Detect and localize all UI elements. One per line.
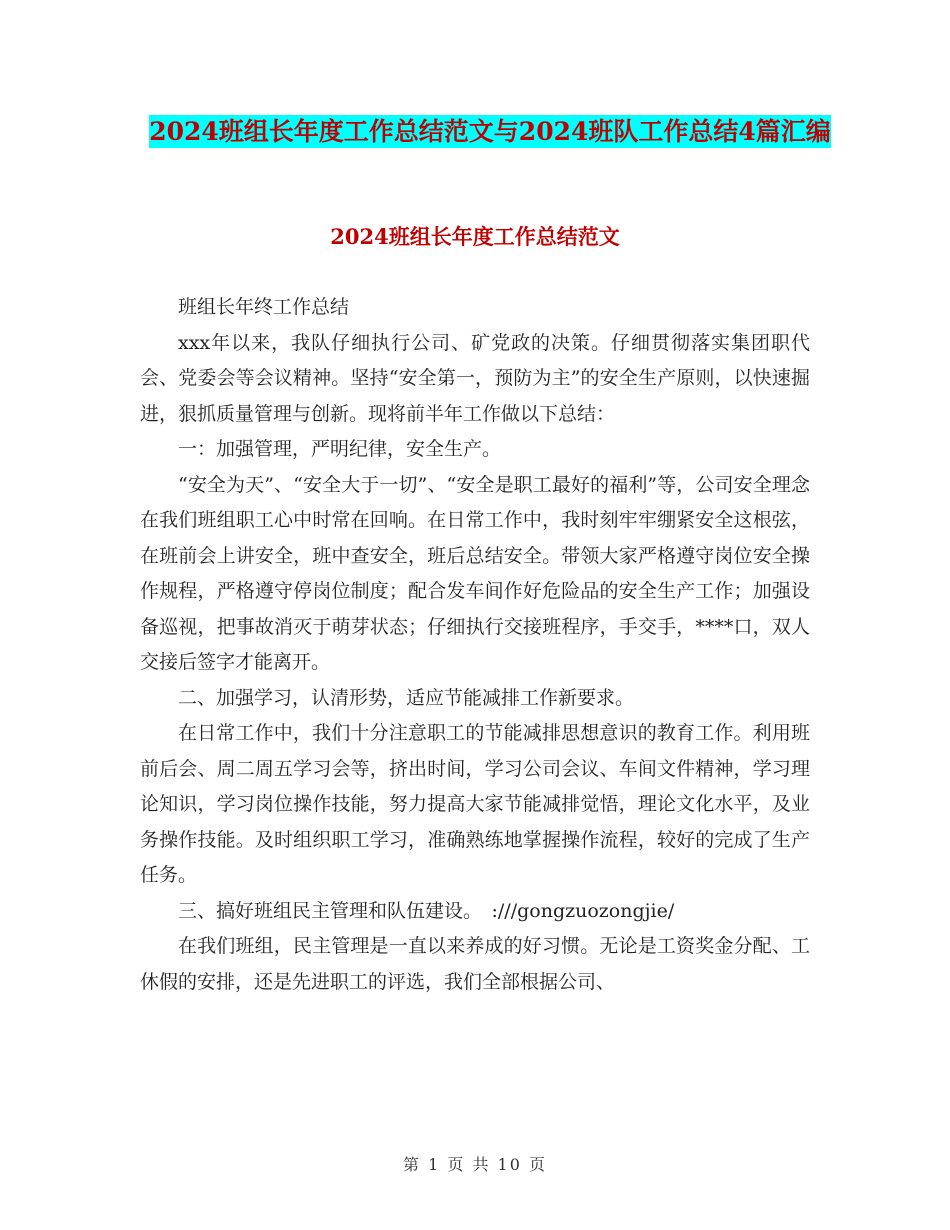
paragraph: 在日常工作中，我们十分注意职工的节能减排思想意识的教育工作。利用班前后会、周二周五学习会等，挤出时间，学习公司会议、车间文件精神，学习理论知识，学习岗位操作技能，努力提高大家节能减排觉悟，理论文化水平，及业务操作技能。及时组织职工学习，准确熟练地掌握操作流程，较好的完成了生产任务。 bbox=[140, 722, 810, 886]
page-footer: 第 1 页 共 10 页 bbox=[403, 1155, 547, 1174]
paragraph: 三、搞好班组民主管理和队伍建设。 :///gongzuozongjie/ bbox=[178, 899, 675, 922]
main-title-text: 2024班组长年度工作总结范文与2024班队工作总结4篇汇编 bbox=[149, 117, 831, 146]
paragraph: 一：加强管理，严明纪律，安全生产。 bbox=[178, 438, 502, 460]
paragraph: 班组长年终工作总结 bbox=[178, 296, 350, 318]
document-body bbox=[140, 290, 810, 1000]
document-main-title bbox=[140, 110, 840, 154]
section-title: 2024班组长年度工作总结范文 bbox=[330, 224, 620, 249]
paragraph: “安全为天”、“安全大于一切”、“安全是职工最好的福利”等，公司安全理念在我们班组职工心中时常在回响。在日常工作中，我时刻牢牢绷紧安全这根弦，在班前会上讲安全，班中查安全，班后总结安全。带领大家严格遵守岗位安全操作规程，严格遵守停岗位制度；配合发车间作好危险品的安全生产工作；加强设备巡视，把事故消灭于萌芽状态；仔细执行交接班程序，手交手，****口，双人交接后签字才能离开。 bbox=[140, 473, 810, 673]
paragraph: 在我们班组，民主管理是一直以来养成的好习惯。无论是工资奖金分配、工休假的安排，还是先进职工的评选，我们全部根据公司、 bbox=[140, 935, 810, 993]
paragraph: 二、加强学习，认清形势，适应节能减排工作新要求。 bbox=[178, 686, 635, 709]
paragraph: xxx年以来，我队仔细执行公司、矿党政的决策。仔细贯彻落实集团职代会、党委会等会议精神。坚持“安全第一，预防为主”的安全生产原则，以快速掘进，狠抓质量管理与创新。现将前半年工作做以下总结： bbox=[140, 331, 810, 425]
